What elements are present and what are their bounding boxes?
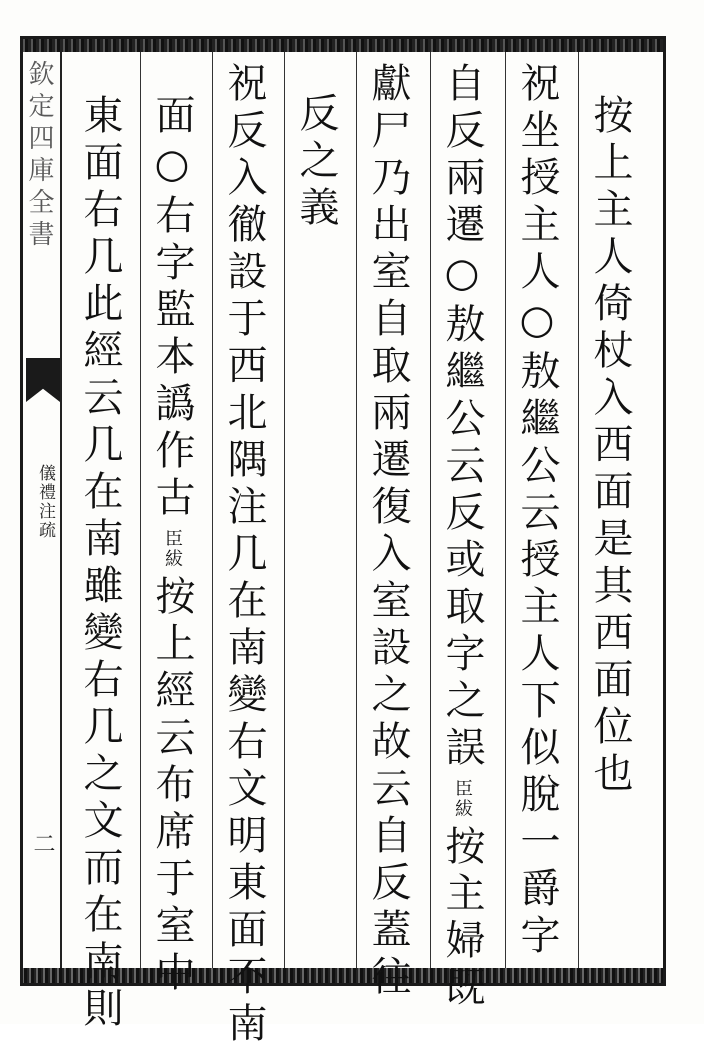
column-rule [212,52,213,968]
column-text: 按上主人倚杖入西面是其西面位也 [587,94,633,799]
column-text: 自反兩遷○敖繼公云反或取字之誤 [439,62,485,773]
column-text: 東面右几此經云几在南雖變右几之文而在南則 [77,94,123,1034]
column-text: 按主婦既 [439,825,485,1013]
column-rule [578,52,579,968]
text-column-7 [149,94,195,998]
fold-book-title: 儀禮注疏 [35,464,55,540]
annotator-note: 臣紱 [452,779,473,819]
text-column-3 [439,62,485,1013]
column-rule [430,52,431,968]
text-column-8 [77,94,123,1034]
column-text: 祝坐授主人○敖繼公云授主人下似脫一爵字 [514,62,560,961]
column-text: 按上經云布席于室中 [149,575,195,998]
column-text: 面○右字監本譌作古 [149,94,195,523]
column-rule [140,52,141,968]
column-rule [356,52,357,968]
fold-page-number: 二 [30,832,55,854]
column-text: 祝反入徹設于西北隅注几在南變右文明東面不南 [221,62,267,1049]
text-column-1 [587,94,633,799]
column-rule [284,52,285,968]
text-column-6 [221,62,267,1049]
fold-title: 欽定四庫全書 [24,60,54,252]
annotator-note: 臣紱 [162,529,183,569]
fold-column [26,52,62,968]
text-column-5 [293,92,339,233]
column-rule [505,52,506,968]
text-column-2 [514,62,560,961]
text-column-4 [365,62,411,1002]
column-text: 反之義 [293,92,339,233]
fishtail-mark [26,358,60,402]
column-text: 獻尸乃出室自取兩遷復入室設之故云自反蓋往 [365,62,411,1002]
